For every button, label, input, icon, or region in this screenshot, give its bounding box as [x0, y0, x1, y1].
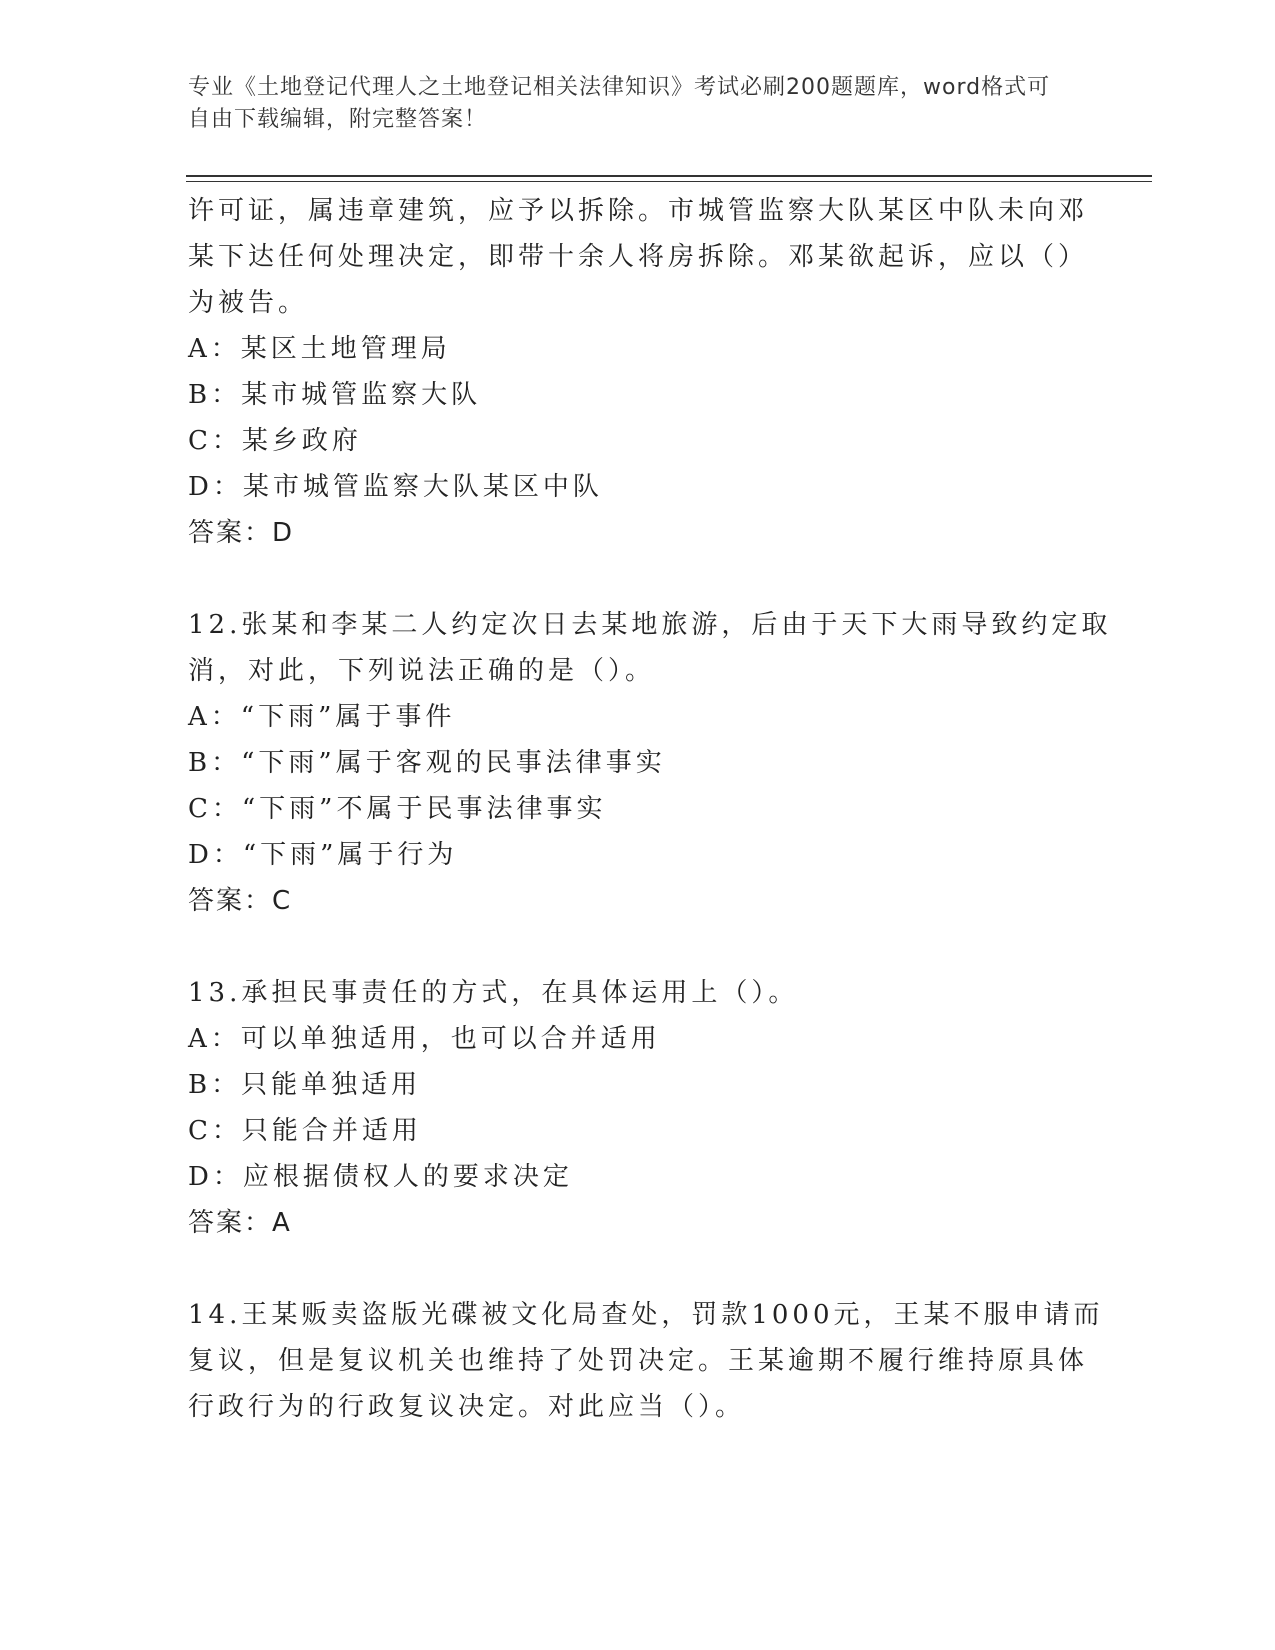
question-stem-line: 某下达任何处理决定，即带十余人将房拆除。邓某欲起诉，应以（） [188, 242, 1089, 272]
option-a: A：“下雨”属于事件 [188, 702, 456, 732]
document-body [188, 188, 1112, 1430]
option-a: A：可以单独适用，也可以合并适用 [188, 1024, 661, 1054]
question-stem-line: 复议，但是复议机关也维持了处罚决定。王某逾期不履行维持原具体 [188, 1346, 1089, 1376]
question-gap [188, 1246, 1088, 1292]
option-b: B：只能单独适用 [188, 1070, 422, 1100]
option-d: D：某市城管监察大队某区中队 [188, 472, 603, 502]
question-14 [188, 1292, 1104, 1430]
question-stem-line: 13.承担民事责任的方式，在具体运用上（）。 [188, 978, 799, 1008]
question-stem-line: 为被告。 [188, 288, 309, 318]
question-stem-line: 消，对此，下列说法正确的是（）。 [188, 656, 656, 686]
option-c: C：某乡政府 [188, 426, 362, 456]
question-13 [188, 970, 1088, 1246]
answer-line: 答案：D [188, 518, 295, 548]
answer-line: 答案：C [188, 886, 293, 916]
question-11 [188, 188, 1088, 556]
option-c: C：“下雨”不属于民事法律事实 [188, 794, 607, 824]
header-rule-bottom [186, 181, 1152, 182]
option-b: B：某市城管监察大队 [188, 380, 482, 410]
option-c: C：只能合并适用 [188, 1116, 422, 1146]
question-gap [188, 924, 1088, 970]
document-header: 专业《土地登记代理人之土地登记相关法律知识》考试必刷200题题库，word格式可自由下载编辑，附完整答案！ [188, 75, 1051, 132]
header-rule-top [186, 175, 1152, 177]
option-b: B：“下雨”属于客观的民事法律事实 [188, 748, 666, 778]
option-a: A：某区土地管理局 [188, 334, 451, 364]
question-12 [188, 602, 1112, 924]
option-d: D：应根据债权人的要求决定 [188, 1162, 573, 1192]
question-stem-line: 14.王某贩卖盗版光碟被文化局查处，罚款1000元，王某不服申请而 [188, 1300, 1104, 1330]
question-gap [188, 556, 1088, 602]
option-d: D：“下雨”属于行为 [188, 840, 458, 870]
question-stem-line: 12.张某和李某二人约定次日去某地旅游，后由于天下大雨导致约定取 [188, 610, 1112, 640]
answer-line: 答案：A [188, 1208, 292, 1238]
question-stem-line: 行政行为的行政复议决定。对此应当（）。 [188, 1392, 746, 1422]
question-stem-line: 许可证，属违章建筑，应予以拆除。市城管监察大队某区中队未向邓 [188, 196, 1089, 226]
